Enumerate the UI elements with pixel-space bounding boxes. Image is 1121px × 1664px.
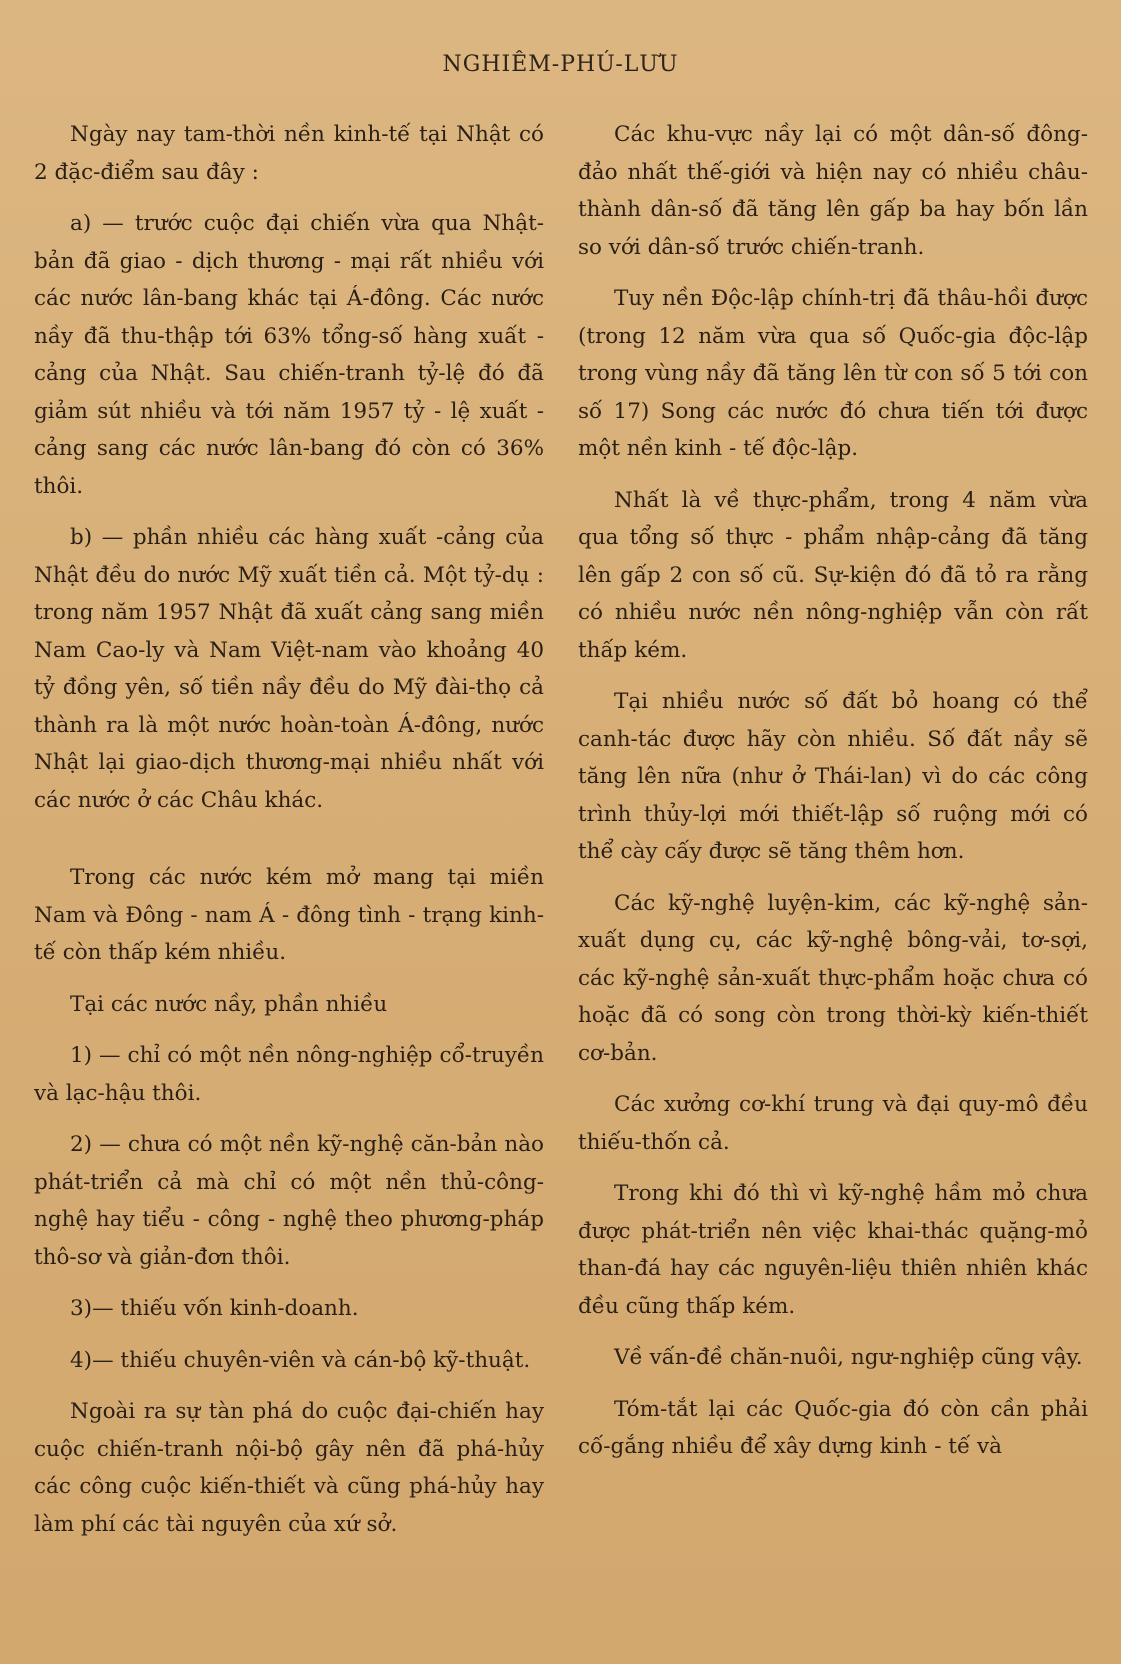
paragraph: Tại các nước nầy, phần nhiều bbox=[70, 991, 388, 1017]
list-item: 2) — chưa có một nền kỹ-nghệ căn-bản nào phát-triển cả mà chỉ có một nền thủ-công-nghệ hay tiểu - công - nghệ theo phương-pháp thô-sơ và giản-đơn thôi. bbox=[34, 1132, 544, 1270]
paragraph: a) — trước cuộc đại chiến vừa qua Nhật-bản đã giao - dịch thương - mại rất nhiều với các nước lân-bang khác tại Á-đông. Các nước nầy đã thu-thập tới 63% tổng-số hàng xuất - cảng của Nhật. Sau chiến-tranh tỷ-lệ đó đã giảm sút nhiều và tới năm 1957 tỷ - lệ xuất - cảng sang các nước lân-bang đó còn có 36% thôi. bbox=[34, 211, 544, 499]
paragraph: b) — phần nhiều các hàng xuất -cảng của Nhật đều do nước Mỹ xuất tiền cả. Một tỷ-dụ : trong năm 1957 Nhật đã xuất cảng sang miền Nam Cao-ly và Nam Việt-nam vào khoảng 40 tỷ đồng yên, số tiền nầy đều do Mỹ đài-thọ cả thành ra là một nước hoàn-toàn Á-đông, nước Nhật lại giao-dịch thương-mại nhiều nhất với các nước ở các Châu khác. bbox=[34, 525, 544, 813]
paragraph: Các khu-vực nầy lại có một dân-số đông-đảo nhất thế-giới và hiện nay có nhiều châu-thành dân-số đã tăng lên gấp ba hay bốn lần so với dân-số trước chiến-tranh. bbox=[578, 122, 1088, 260]
list-item: 4)— thiếu chuyên-viên và cán-bộ kỹ-thuật. bbox=[70, 1347, 531, 1373]
left-column bbox=[34, 116, 544, 1557]
paragraph: Các xưởng cơ-khí trung và đại quy-mô đều thiếu-thốn cả. bbox=[578, 1092, 1088, 1155]
running-header: NGHIÊM-PHÚ-LƯU bbox=[442, 52, 679, 77]
right-column bbox=[578, 116, 1088, 1480]
paragraph: Tóm-tắt lại các Quốc-gia đó còn cần phải cố-gắng nhiều để xây dựng kinh - tế và bbox=[578, 1396, 1088, 1459]
paragraph: Trong khi đó thì vì kỹ-nghệ hầm mỏ chưa được phát-triển nên việc khai-thác quặng-mỏ than-đá hay các nguyên-liệu thiên nhiên khác đều cũng thấp kém. bbox=[578, 1181, 1088, 1319]
paragraph: Trong các nước kém mở mang tại miền Nam và Đông - nam Á - đông tình - trạng kinh-tế còn thấp kém nhiều. bbox=[34, 865, 544, 965]
paragraph: Ngày nay tam-thời nền kinh-tế tại Nhật có 2 đặc-điểm sau đây : bbox=[34, 122, 544, 185]
paragraph: Về vấn-đề chăn-nuôi, ngư-nghiệp cũng vậy. bbox=[614, 1345, 1083, 1370]
paragraph: Nhất là về thực-phẩm, trong 4 năm vừa qua tổng số thực - phẩm nhập-cảng đã tăng lên gấp 2 con số cũ. Sự-kiện đó đã tỏ ra rằng có nhiều nước nền nông-nghiệp vẫn còn rất thấp kém. bbox=[578, 487, 1088, 663]
paragraph: Các kỹ-nghệ luyện-kim, các kỹ-nghệ sản-xuất dụng cụ, các kỹ-nghệ bông-vải, tơ-sợi, các kỹ-nghệ sản-xuất thực-phẩm hoặc chưa có hoặc đã có song còn trong thời-kỳ kiến-thiết cơ-bản. bbox=[578, 890, 1088, 1066]
list-item: 3)— thiếu vốn kinh-doanh. bbox=[70, 1296, 359, 1321]
paragraph: Ngoài ra sự tàn phá do cuộc đại-chiến hay cuộc chiến-tranh nội-bộ gây nên đã phá-hủy các công cuộc kiến-thiết và cũng phá-hủy hay làm phí các tài nguyên của xứ sở. bbox=[34, 1399, 544, 1537]
paragraph: Tại nhiều nước số đất bỏ hoang có thể canh-tác được hãy còn nhiều. Số đất nầy sẽ tăng lên nữa (như ở Thái-lan) vì do các công trình thủy-lợi mới thiết-lập số ruộng mới có thể cày cấy được sẽ tăng thêm hơn. bbox=[578, 689, 1088, 864]
list-item: 1) — chỉ có một nền nông-nghiệp cổ-truyền và lạc-hậu thôi. bbox=[34, 1043, 544, 1106]
paragraph: Tuy nền Độc-lập chính-trị đã thâu-hồi được (trong 12 năm vừa qua số Quốc-gia độc-lập trong vùng nầy đã tăng lên từ con số 5 tới con số 17) Song các nước đó chưa tiến tới được một nền kinh - tế độc-lập. bbox=[578, 286, 1088, 461]
